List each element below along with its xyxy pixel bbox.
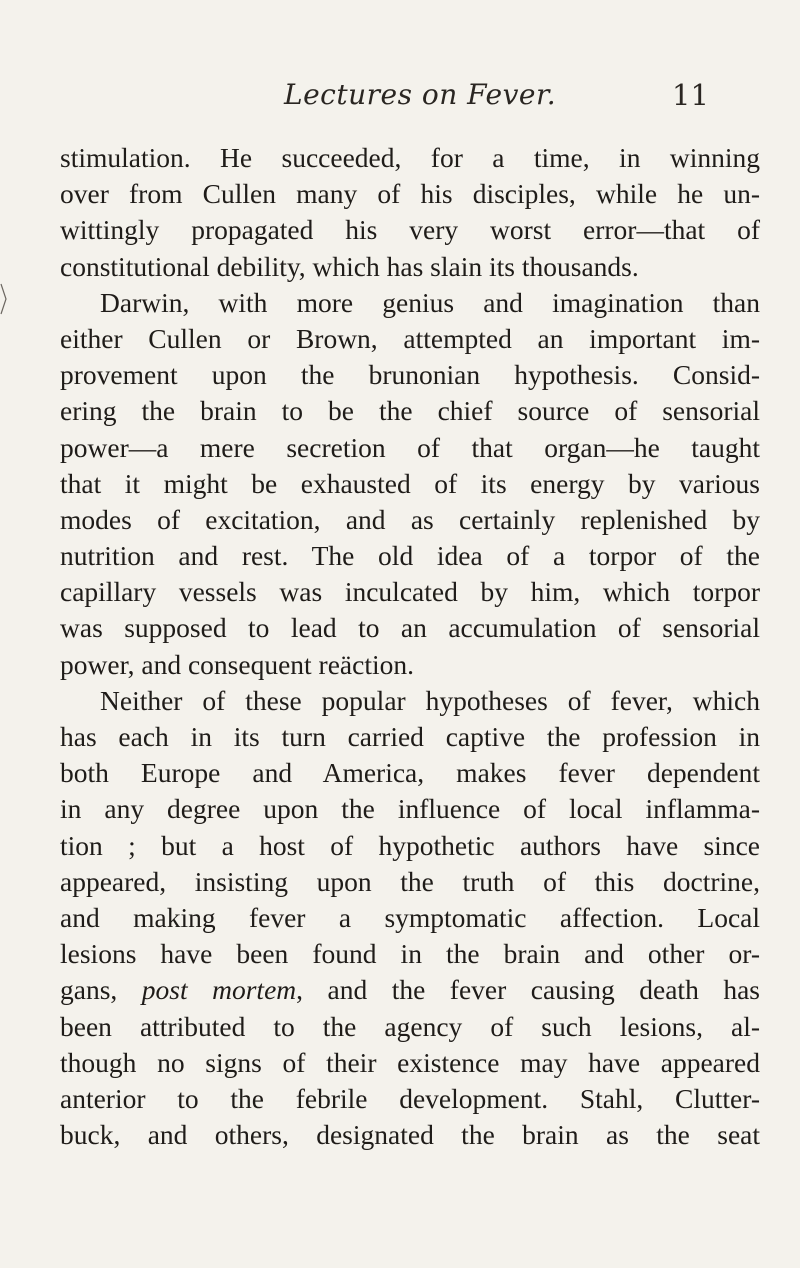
text-line: anterior to the febrile development. Stahl, Clutter- [60,1082,760,1114]
text-line: and making fever a symptomatic affection. Local [60,901,760,933]
text-line: tion ; but a host of hypothetic authors have since [60,829,760,861]
text-line: has each in its turn carried captive the profession in [60,721,760,752]
text-line: modes of excitation, and as certainly replenished by [60,503,760,535]
text-line: both Europe and America, makes fever dependent [60,757,760,789]
text-line: buck, and others, designated the brain as the seat [60,1119,760,1151]
running-head [0,78,800,118]
paragraph [60,285,760,683]
text-line: was supposed to lead to an accumulation of sensorial [60,612,760,644]
text-line: power, and consequent reäction. [60,648,414,680]
text-line: nutrition and rest. The old idea of a torpor of the [60,540,760,572]
text-line: capillary vessels was inculcated by him, which torpor [60,576,760,608]
running-title: Lectures on Fever. [284,78,557,111]
text-line: provement upon the brunonian hypothesis. Consid- [60,359,760,391]
text-line: stimulation. He succeeded, for a time, in winning [60,142,760,173]
margin-bracket-mark [0,282,8,316]
text-line: appeared, insisting upon the truth of this doctrine, [60,865,760,897]
text-line: gans, post mortem, and the fever causing death has [60,974,760,1006]
text-line: though no signs of their existence may have appeared [60,1046,760,1078]
body-text [60,140,760,1153]
text-line: lesions have been found in the brain and other or- [60,938,760,970]
text-line: power—a mere secretion of that organ—he taught [60,431,760,463]
text-line: wittingly propagated his very worst error—that of [60,214,760,246]
text-line: constitutional debility, which has slain its thousands. [60,250,639,282]
paragraph [60,140,760,285]
text-line: that it might be exhausted of its energy by various [60,467,760,499]
page-number: 11 [672,78,709,112]
text-line: in any degree upon the influence of local inflamma- [60,793,760,825]
text-line: been attributed to the agency of such lesions, al- [60,1010,760,1042]
text-line: over from Cullen many of his disciples, while he un- [60,178,760,210]
paragraph [60,683,760,1153]
text-line: Neither of these popular hypotheses of fever, which [100,684,760,716]
text-line: Darwin, with more genius and imagination than [100,286,760,318]
text-line: ering the brain to be the chief source of sensorial [60,395,760,427]
text-line: either Cullen or Brown, attempted an important im- [60,322,760,354]
